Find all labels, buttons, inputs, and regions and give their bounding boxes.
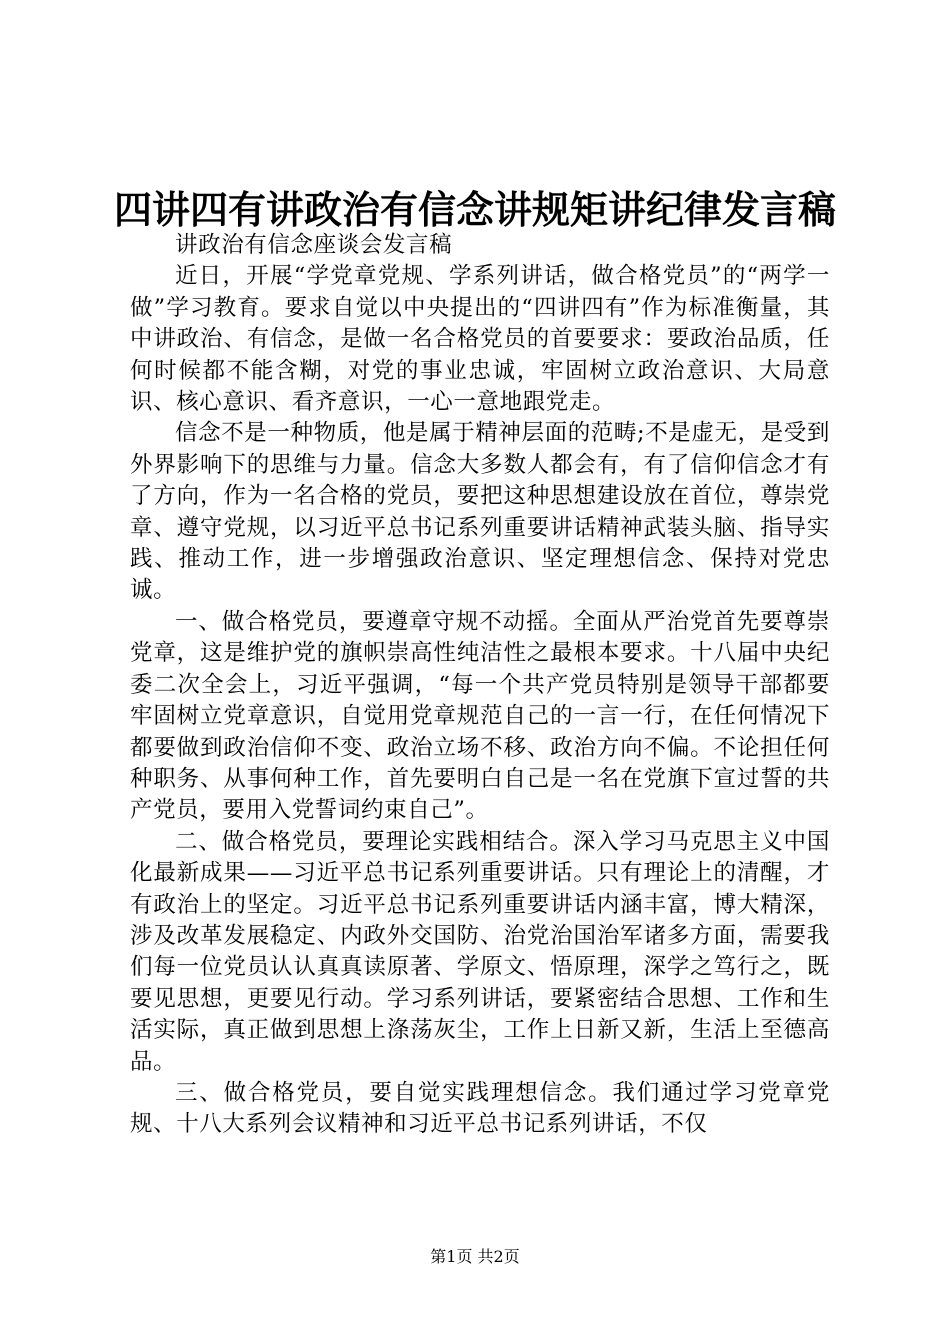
- document-body: [130, 230, 830, 1141]
- paragraph-subtitle: 讲政治有信念座谈会发言稿: [175, 232, 453, 258]
- paragraph: 一、做合格党员，要遵章守规不动摇。全面从严治党首先要尊崇党章，这是维护党的旗帜崇高性纯洁性之最根本要求。十八届中央纪委二次全会上，习近平强调，“每一个共产党员特别是领导干部都要牢固树立党章意识，自觉用党章规范自己的一言一行，在任何情况下都要做到政治信仰不变、政治立场不移、政治方向不偏。不论担任何种职务、从事何种工作，首先要明白自己是一名在党旗下宣过誓的共产党员，要用入党誓词约束自己”。: [130, 608, 830, 824]
- document-title: 四讲四有讲政治有信念讲规矩讲纪律发言稿: [113, 187, 836, 232]
- page-footer: 第1页 共2页: [430, 1247, 520, 1266]
- paragraph: 三、做合格党员，要自觉实践理想信念。我们通过学习党章党规、十八大系列会议精神和习近平总书记系列讲话，不仅: [130, 1079, 830, 1138]
- paragraph: 近日，开展“学党章党规、学系列讲话，做合格党员”的“两学一做”学习教育。要求自觉以中央提出的“四讲四有”作为标准衡量，其中讲政治、有信念，是做一名合格党员的首要要求：要政治品质，任何时候都不能含糊，对党的事业忠诚，牢固树立政治意识、大局意识、核心意识、看齐意识，一心一意地跟党走。: [130, 263, 830, 416]
- paragraph: 信念不是一种物质，他是属于精神层面的范畴;不是虚无，是受到外界影响下的思维与力量。信念大多数人都会有，有了信仰信念才有了方向，作为一名合格的党员，要把这种思想建设放在首位，尊崇党章、遵守党规，以习近平总书记系列重要讲话精神武装头脑、指导实践、推动工作，进一步增强政治意识、坚定理想信念、保持对党忠诚。: [130, 420, 830, 604]
- paragraph: 二、做合格党员，要理论实践相结合。深入学习马克思主义中国化最新成果——习近平总书记系列重要讲话。只有理论上的清醒，才有政治上的坚定。习近平总书记系列重要讲话内涵丰富，博大精深，涉及改革发展稳定、内政外交国防、治党治国治军诸多方面，需要我们每一位党员认认真真读原著、学原文、悟原理，深学之笃行之，既要见思想，更要见行动。学习系列讲话，要紧密结合思想、工作和生活实际，真正做到思想上涤荡灰尘，工作上日新又新，生活上至德高品。: [130, 828, 830, 1075]
